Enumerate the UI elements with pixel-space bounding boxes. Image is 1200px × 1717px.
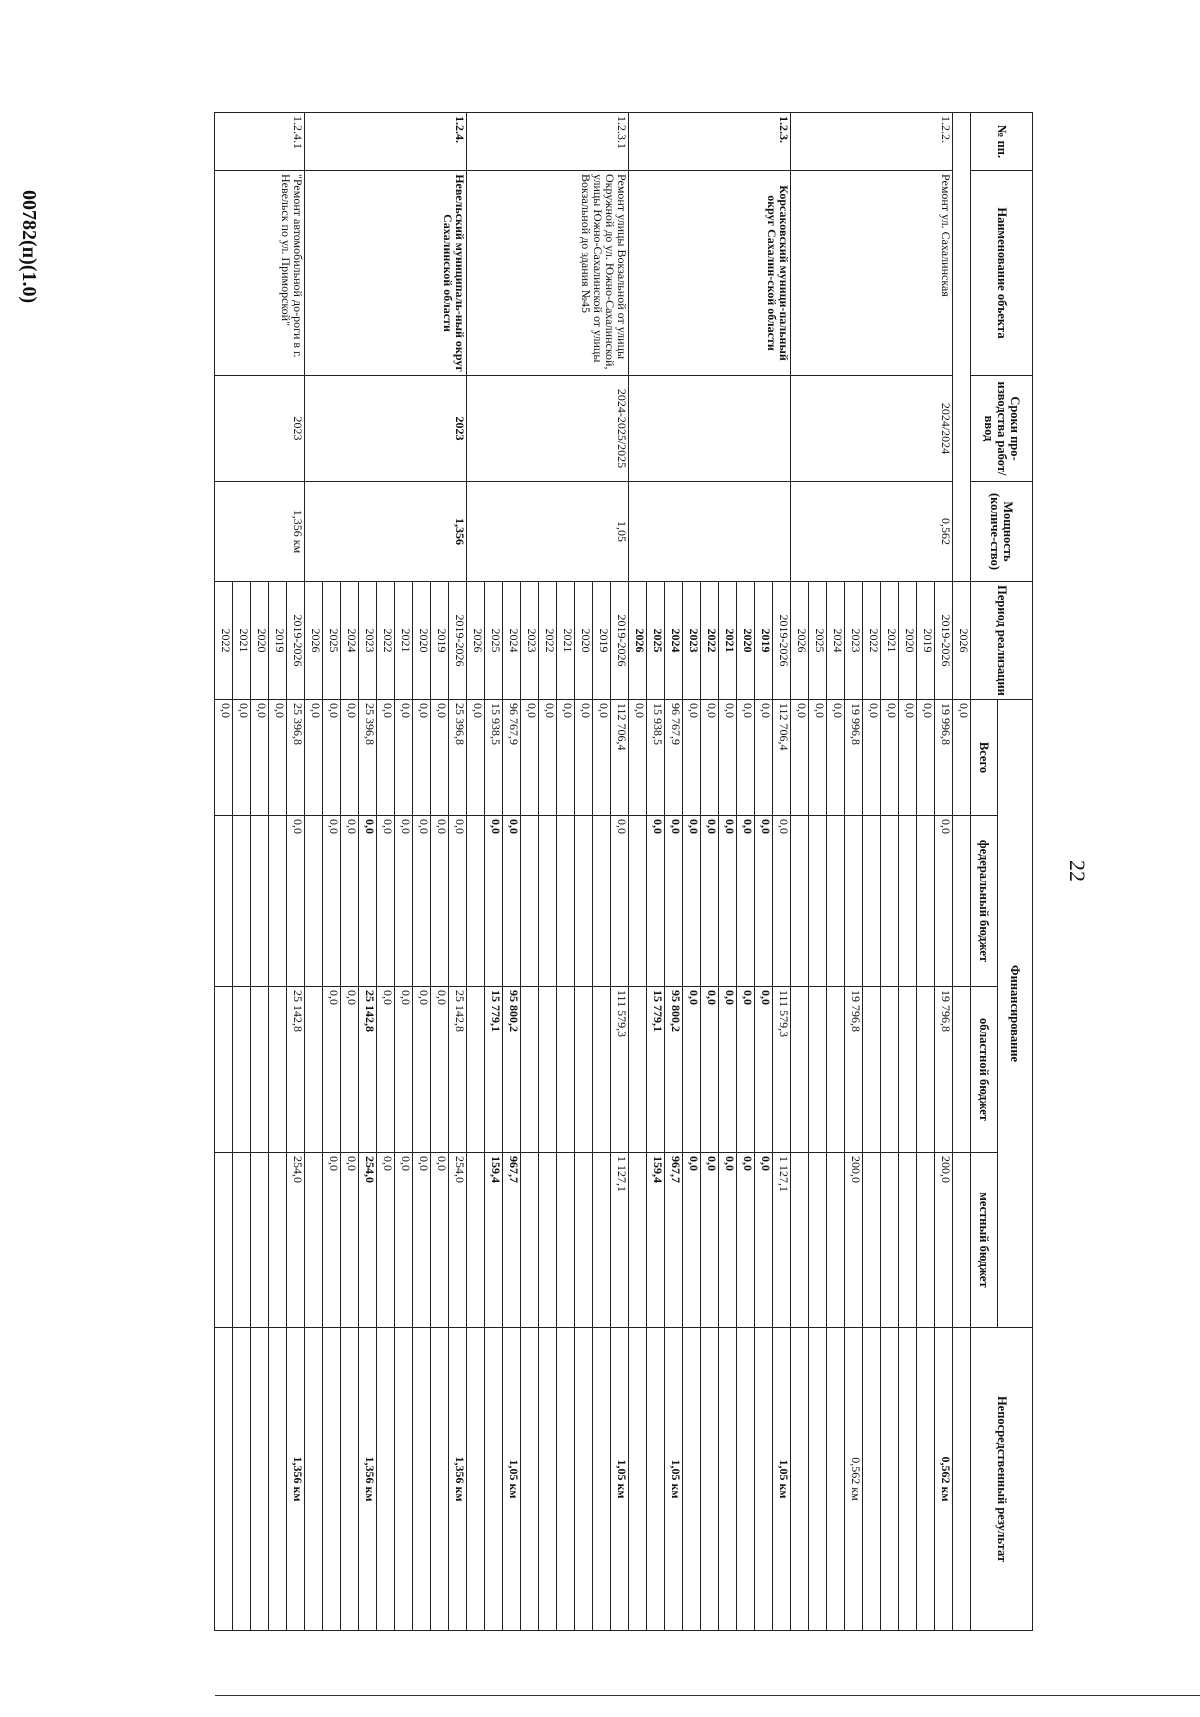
cell-local: 0,0 <box>719 1153 737 1328</box>
cell-regional: 0,0 <box>413 987 431 1153</box>
cell-result <box>863 1328 881 1631</box>
cell-period: 2020 <box>413 582 431 700</box>
cell-regional: 19 796,8 <box>935 987 953 1153</box>
cell-federal: 0,0 <box>701 816 719 987</box>
cell-result <box>791 1328 809 1631</box>
cell-total: 0,0 <box>341 700 359 816</box>
cell-regional: 15 779,1 <box>485 987 503 1153</box>
cell-federal <box>899 816 917 987</box>
cell-regional: 15 779,1 <box>647 987 665 1153</box>
cell-terms: 2024/2024 <box>791 376 953 482</box>
cell-local <box>305 1153 323 1328</box>
cell-regional: 0,0 <box>701 987 719 1153</box>
cell-capacity: 0,562 <box>791 482 953 582</box>
cell-capacity: 1,356 км <box>215 482 305 582</box>
cell-result <box>755 1328 773 1631</box>
cell-local <box>233 1153 251 1328</box>
cell-period: 2023 <box>683 582 701 700</box>
cell-regional <box>827 987 845 1153</box>
cell-local <box>539 1153 557 1328</box>
cell-result <box>395 1328 413 1631</box>
cell-regional <box>953 987 971 1153</box>
cell-regional <box>575 987 593 1153</box>
cell-period: 2023 <box>359 582 377 700</box>
table-row <box>611 113 629 1631</box>
cell-result <box>539 1328 557 1631</box>
cell-terms: 2023 <box>215 376 305 482</box>
cell-result: 0,562 км <box>935 1328 953 1631</box>
cell-result <box>593 1328 611 1631</box>
cell-federal: 0,0 <box>341 816 359 987</box>
cell-federal <box>791 816 809 987</box>
cell-local: 200,0 <box>845 1153 863 1328</box>
cell-federal <box>233 816 251 987</box>
header-capacity: Мощность (количе-ство) <box>971 482 1033 582</box>
cell-regional: 111 579,3 <box>611 987 629 1153</box>
cell-total: 0,0 <box>251 700 269 816</box>
cell-total: 0,0 <box>467 700 485 816</box>
cell-federal <box>593 816 611 987</box>
cell-capacity <box>629 482 791 582</box>
cell-period: 2024 <box>503 582 521 700</box>
cell-regional <box>233 987 251 1153</box>
cell-period: 2025 <box>485 582 503 700</box>
cell-local: 0,0 <box>395 1153 413 1328</box>
cell-local: 254,0 <box>449 1153 467 1328</box>
cell-result <box>251 1328 269 1631</box>
cell-total: 0,0 <box>917 700 935 816</box>
cell-local: 1 127,1 <box>773 1153 791 1328</box>
cell-num: 1.2.4. <box>305 113 467 171</box>
cell-federal <box>215 816 233 987</box>
cell-result <box>233 1328 251 1631</box>
cell-local: 0,0 <box>341 1153 359 1328</box>
cell-total: 0,0 <box>899 700 917 816</box>
cell-period: 2026 <box>953 582 971 700</box>
cell-result <box>485 1328 503 1631</box>
cell-regional: 0,0 <box>395 987 413 1153</box>
cell-total: 0,0 <box>539 700 557 816</box>
financing-table <box>214 112 1033 1631</box>
cell-total: 0,0 <box>719 700 737 816</box>
cell-result <box>215 1328 233 1631</box>
cell-regional <box>269 987 287 1153</box>
cell-period: 2022 <box>863 582 881 700</box>
cell-regional: 0,0 <box>341 987 359 1153</box>
cell-local: 159,4 <box>647 1153 665 1328</box>
cell-period: 2026 <box>791 582 809 700</box>
cell-result <box>827 1328 845 1631</box>
cell-federal <box>629 816 647 987</box>
cell-result: 1,356 км <box>359 1328 377 1631</box>
cell-result <box>953 1328 971 1631</box>
cell-total: 0,0 <box>395 700 413 816</box>
cell-regional: 0,0 <box>755 987 773 1153</box>
cell-local: 967,7 <box>665 1153 683 1328</box>
cell-federal: 0,0 <box>359 816 377 987</box>
cell-regional: 19 796,8 <box>845 987 863 1153</box>
cell-period: 2026 <box>467 582 485 700</box>
cell-local <box>899 1153 917 1328</box>
cell-local: 0,0 <box>683 1153 701 1328</box>
cell-total: 0,0 <box>377 700 395 816</box>
cell-local <box>557 1153 575 1328</box>
cell-result: 1,356 км <box>287 1328 305 1631</box>
cell-total: 0,0 <box>827 700 845 816</box>
cell-period: 2019 <box>431 582 449 700</box>
cell-total: 25 396,8 <box>359 700 377 816</box>
cell-period: 2020 <box>899 582 917 700</box>
cell-total: 19 996,8 <box>845 700 863 816</box>
cell-terms <box>629 376 791 482</box>
cell-local: 0,0 <box>755 1153 773 1328</box>
cell-result <box>701 1328 719 1631</box>
header-name: Наименование объекта <box>971 171 1033 376</box>
cell-period: 2019-2026 <box>449 582 467 700</box>
cell-local <box>593 1153 611 1328</box>
cell-federal <box>953 816 971 987</box>
cell-federal: 0,0 <box>323 816 341 987</box>
cell-federal <box>845 816 863 987</box>
cell-period: 2022 <box>215 582 233 700</box>
cell-total: 0,0 <box>269 700 287 816</box>
cell-regional <box>593 987 611 1153</box>
cell-regional: 0,0 <box>737 987 755 1153</box>
cell-local <box>791 1153 809 1328</box>
cell-regional <box>809 987 827 1153</box>
cell-period: 2025 <box>323 582 341 700</box>
cell-period: 2025 <box>647 582 665 700</box>
cell-federal <box>305 816 323 987</box>
cell-period: 2020 <box>575 582 593 700</box>
cell-result: 0,562 км <box>845 1328 863 1631</box>
cell-federal <box>251 816 269 987</box>
cell-regional: 0,0 <box>683 987 701 1153</box>
cell-result <box>647 1328 665 1631</box>
cell-period: 2024 <box>827 582 845 700</box>
cell-federal: 0,0 <box>287 816 305 987</box>
header-regional: областной бюджет <box>971 987 998 1153</box>
cell-regional: 95 800,2 <box>503 987 521 1153</box>
cell-period: 2024 <box>341 582 359 700</box>
cell-total: 0,0 <box>629 700 647 816</box>
cell-local: 159,4 <box>485 1153 503 1328</box>
cell-regional <box>557 987 575 1153</box>
header-financing: Финансирование <box>998 700 1033 1328</box>
cell-federal <box>539 816 557 987</box>
cell-total: 96 767,9 <box>665 700 683 816</box>
cell-local: 967,7 <box>503 1153 521 1328</box>
cell-total: 112 706,4 <box>611 700 629 816</box>
cell-result <box>323 1328 341 1631</box>
cell-total: 0,0 <box>593 700 611 816</box>
cell-result <box>809 1328 827 1631</box>
cell-federal: 0,0 <box>611 816 629 987</box>
cell-period: 2021 <box>233 582 251 700</box>
cell-result <box>881 1328 899 1631</box>
cell-regional: 95 800,2 <box>665 987 683 1153</box>
cell-result: 1,356 км <box>449 1328 467 1631</box>
cell-local <box>881 1153 899 1328</box>
cell-total: 15 938,5 <box>485 700 503 816</box>
cell-local: 200,0 <box>935 1153 953 1328</box>
cell-result <box>305 1328 323 1631</box>
cell-total: 0,0 <box>323 700 341 816</box>
header-period: Период реализации <box>971 582 1033 700</box>
cell-name: Невельский муниципаль-ный округ Сахалинской области <box>305 171 467 376</box>
cell-local: 0,0 <box>431 1153 449 1328</box>
cell-federal: 0,0 <box>503 816 521 987</box>
cell-period: 2026 <box>629 582 647 700</box>
cell-regional <box>215 987 233 1153</box>
cell-total: 0,0 <box>413 700 431 816</box>
cell-name: Ремонт улицы Вокзальной от улицы Окружной до ул. Южно-Сахалинской, улицы Южно-Сахалинской от улицы Вокзальной до здания №45 <box>467 171 629 376</box>
cell-total: 0,0 <box>683 700 701 816</box>
cell-local <box>467 1153 485 1328</box>
table-body <box>215 113 971 1631</box>
cell-federal: 0,0 <box>683 816 701 987</box>
cell-total: 96 767,9 <box>503 700 521 816</box>
cell-result <box>737 1328 755 1631</box>
cell-federal: 0,0 <box>719 816 737 987</box>
cell-regional <box>251 987 269 1153</box>
cell-terms: 2023 <box>305 376 467 482</box>
cell-local: 0,0 <box>323 1153 341 1328</box>
cell-total: 0,0 <box>701 700 719 816</box>
cell-result <box>575 1328 593 1631</box>
cell-regional <box>629 987 647 1153</box>
empty-cell <box>953 113 971 582</box>
cell-local <box>251 1153 269 1328</box>
cell-total: 0,0 <box>521 700 539 816</box>
cell-regional <box>881 987 899 1153</box>
cell-total: 0,0 <box>215 700 233 816</box>
cell-terms: 2024-2025/2025 <box>467 376 629 482</box>
table-row <box>953 113 971 1631</box>
cell-period: 2020 <box>737 582 755 700</box>
cell-total: 0,0 <box>863 700 881 816</box>
cell-regional: 0,0 <box>323 987 341 1153</box>
cell-regional <box>791 987 809 1153</box>
cell-period: 2023 <box>845 582 863 700</box>
cell-period: 2024 <box>665 582 683 700</box>
cell-result <box>899 1328 917 1631</box>
cell-total: 0,0 <box>431 700 449 816</box>
cell-period: 2019-2026 <box>287 582 305 700</box>
table-row <box>449 113 467 1631</box>
cell-federal: 0,0 <box>485 816 503 987</box>
cell-result <box>467 1328 485 1631</box>
cell-period: 2026 <box>305 582 323 700</box>
cell-local <box>863 1153 881 1328</box>
cell-total: 112 706,4 <box>773 700 791 816</box>
table-row <box>935 113 953 1631</box>
cell-total: 19 996,8 <box>935 700 953 816</box>
cell-result: 1,05 км <box>665 1328 683 1631</box>
cell-local: 254,0 <box>359 1153 377 1328</box>
cell-period: 2022 <box>701 582 719 700</box>
cell-federal: 0,0 <box>755 816 773 987</box>
cell-result <box>557 1328 575 1631</box>
cell-period: 2019 <box>269 582 287 700</box>
cell-local: 1 127,1 <box>611 1153 629 1328</box>
cell-period: 2022 <box>539 582 557 700</box>
cell-period: 2021 <box>719 582 737 700</box>
cell-federal <box>521 816 539 987</box>
cell-period: 2019 <box>593 582 611 700</box>
cell-total: 0,0 <box>233 700 251 816</box>
cell-total: 25 396,8 <box>449 700 467 816</box>
cell-federal <box>917 816 935 987</box>
cell-result: 1,05 км <box>611 1328 629 1631</box>
cell-name: Корсаковский муници-пальный округ Сахалин-ской области <box>629 171 791 376</box>
cell-result <box>431 1328 449 1631</box>
cell-federal: 0,0 <box>773 816 791 987</box>
cell-period: 2021 <box>881 582 899 700</box>
cell-period: 2021 <box>557 582 575 700</box>
rotated-table-wrapper <box>171 112 1033 1630</box>
cell-result <box>413 1328 431 1631</box>
cell-result <box>719 1328 737 1631</box>
cell-regional: 0,0 <box>431 987 449 1153</box>
cell-result <box>683 1328 701 1631</box>
cell-federal: 0,0 <box>665 816 683 987</box>
cell-federal: 0,0 <box>413 816 431 987</box>
cell-period: 2020 <box>251 582 269 700</box>
cell-result <box>521 1328 539 1631</box>
cell-local <box>575 1153 593 1328</box>
header-total: Всего <box>971 700 998 816</box>
cell-period: 2025 <box>809 582 827 700</box>
cell-federal: 0,0 <box>377 816 395 987</box>
cell-period: 2019 <box>917 582 935 700</box>
cell-regional <box>863 987 881 1153</box>
cell-period: 2021 <box>395 582 413 700</box>
cell-result <box>377 1328 395 1631</box>
cell-federal <box>467 816 485 987</box>
table-row <box>773 113 791 1631</box>
cell-capacity: 1,05 <box>467 482 629 582</box>
cell-total: 0,0 <box>881 700 899 816</box>
cell-total: 15 938,5 <box>647 700 665 816</box>
header-local: местный бюджет <box>971 1153 998 1328</box>
cell-period: 2023 <box>521 582 539 700</box>
cell-regional <box>521 987 539 1153</box>
cell-result <box>917 1328 935 1631</box>
cell-federal: 0,0 <box>737 816 755 987</box>
cell-federal <box>575 816 593 987</box>
header-terms: Сроки про-изводства работ/ ввод <box>971 376 1033 482</box>
cell-regional: 111 579,3 <box>773 987 791 1153</box>
cell-total: 0,0 <box>737 700 755 816</box>
cell-local <box>521 1153 539 1328</box>
cell-regional: 0,0 <box>719 987 737 1153</box>
cell-local: 0,0 <box>413 1153 431 1328</box>
header-federal: федеральный бюджет <box>971 816 998 987</box>
cell-local <box>953 1153 971 1328</box>
cell-regional <box>899 987 917 1153</box>
cell-local <box>827 1153 845 1328</box>
cell-federal: 0,0 <box>935 816 953 987</box>
cell-local: 0,0 <box>737 1153 755 1328</box>
cell-local <box>917 1153 935 1328</box>
cell-regional <box>539 987 557 1153</box>
cell-total: 0,0 <box>755 700 773 816</box>
cell-federal: 0,0 <box>395 816 413 987</box>
cell-name: Ремонт ул. Сахалинская <box>791 171 953 376</box>
cell-num: 1.2.2. <box>791 113 953 171</box>
cell-result <box>269 1328 287 1631</box>
cell-total: 0,0 <box>305 700 323 816</box>
cell-local: 0,0 <box>701 1153 719 1328</box>
cell-num: 1.2.3.1 <box>467 113 629 171</box>
cell-federal <box>269 816 287 987</box>
document-code: 00782(п)(1.0) <box>18 190 40 304</box>
cell-regional: 25 142,8 <box>449 987 467 1153</box>
cell-federal: 0,0 <box>647 816 665 987</box>
cell-regional <box>467 987 485 1153</box>
cell-period: 2019-2026 <box>611 582 629 700</box>
cell-num: 1.2.3. <box>629 113 791 171</box>
cell-regional: 25 142,8 <box>287 987 305 1153</box>
cell-name: "Ремонт автомобильной до-роги в г. Невельск по ул. Приморской" <box>215 171 305 376</box>
cell-local <box>215 1153 233 1328</box>
cell-result: 1,05 км <box>773 1328 791 1631</box>
cell-result <box>341 1328 359 1631</box>
cell-total: 0,0 <box>791 700 809 816</box>
cell-result: 1,05 км <box>503 1328 521 1631</box>
cell-period: 2019-2026 <box>935 582 953 700</box>
cell-federal <box>881 816 899 987</box>
cell-total: 0,0 <box>809 700 827 816</box>
cell-total: 0,0 <box>557 700 575 816</box>
bottom-rule <box>215 1695 1200 1696</box>
cell-federal <box>809 816 827 987</box>
cell-federal <box>863 816 881 987</box>
cell-federal <box>557 816 575 987</box>
cell-federal: 0,0 <box>431 816 449 987</box>
cell-period: 2019-2026 <box>773 582 791 700</box>
cell-capacity: 1,356 <box>305 482 467 582</box>
cell-local <box>269 1153 287 1328</box>
cell-regional: 25 142,8 <box>359 987 377 1153</box>
cell-local <box>629 1153 647 1328</box>
cell-regional <box>917 987 935 1153</box>
cell-total: 25 396,8 <box>287 700 305 816</box>
cell-local: 0,0 <box>377 1153 395 1328</box>
header-num: № пп. <box>971 113 1033 171</box>
cell-period: 2019 <box>755 582 773 700</box>
table-row <box>287 113 305 1631</box>
cell-regional <box>305 987 323 1153</box>
page-number: 22 <box>1065 860 1090 882</box>
cell-local <box>809 1153 827 1328</box>
cell-regional: 0,0 <box>377 987 395 1153</box>
cell-total: 0,0 <box>575 700 593 816</box>
header-result: Непосредственный результат <box>971 1328 1033 1631</box>
cell-period: 2022 <box>377 582 395 700</box>
cell-result <box>629 1328 647 1631</box>
cell-num: 1.2.4.1 <box>215 113 305 171</box>
cell-federal <box>827 816 845 987</box>
cell-federal: 0,0 <box>449 816 467 987</box>
cell-total: 0,0 <box>953 700 971 816</box>
cell-local: 254,0 <box>287 1153 305 1328</box>
